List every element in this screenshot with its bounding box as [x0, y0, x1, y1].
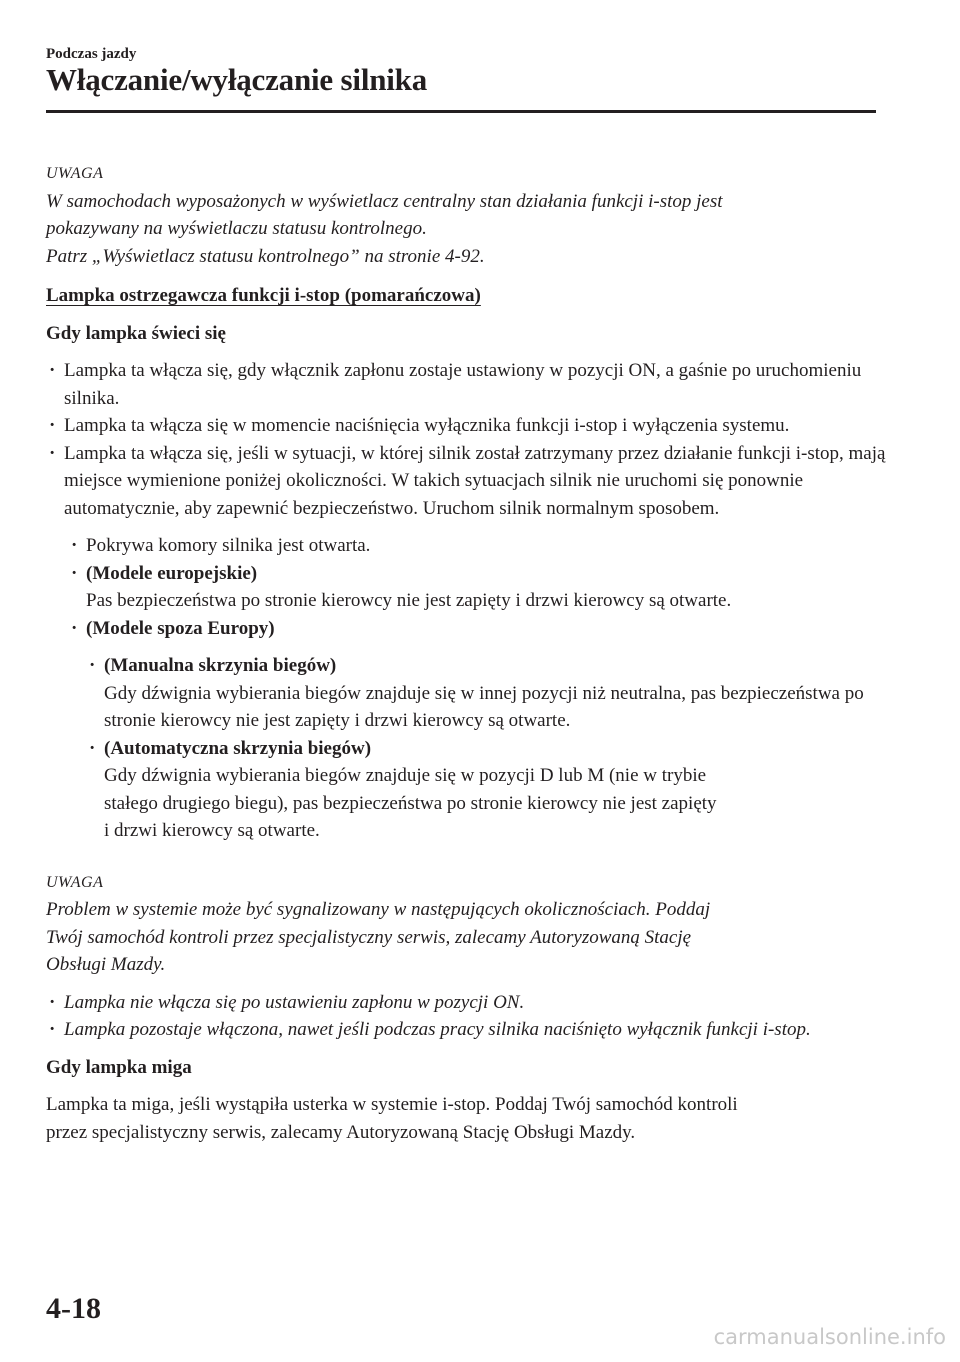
- section-label: Podczas jazdy: [46, 46, 137, 62]
- list-item: · Pokrywa komory silnika jest otwarta.: [46, 532, 886, 560]
- title-rule: [46, 110, 876, 113]
- blink-line: Lampka ta miga, jeśli wystąpiła usterka w systemie i-stop. Poddaj Twój samochód kontroli: [46, 1094, 738, 1115]
- blink-heading: Gdy lampka miga: [46, 1056, 192, 1078]
- list-item: · Lampka ta włącza się, gdy włącznik zapłonu zostaje ustawiony w pozycji ON, a gaśnie po uruchomieniu silnika.: [46, 357, 886, 412]
- page-title: Włączanie/wyłączanie silnika: [46, 62, 428, 97]
- page-content: [46, 160, 886, 1146]
- list-item: · Lampka nie włącza się po ustawieniu zapłonu w pozycji ON.: [46, 989, 886, 1017]
- note-text: [46, 188, 886, 271]
- manual-gearbox-label: · (Manualna skrzynia biegów): [104, 655, 337, 676]
- automatic-gearbox-text: i drzwi kierowcy są otwarte.: [104, 820, 320, 841]
- note-text: [46, 896, 886, 979]
- list-item: [46, 735, 886, 845]
- note-label: UWAGA: [46, 873, 104, 891]
- note-line: Twój samochód kontroli przez specjalistyczny serwis, zalecamy Autoryzowaną Stację: [46, 926, 692, 948]
- lit-heading: Gdy lampka świeci się: [46, 322, 226, 344]
- note-label: UWAGA: [46, 165, 104, 182]
- list-item: · Lampka ta włącza się w momencie naciśnięcia wyłącznika funkcji i-stop i wyłączenia systemu.: [46, 412, 886, 440]
- manual-gearbox-text: Gdy dźwignia wybierania biegów znajduje się w innej pozycji niż neutralna, pas bezpieczeństwa po stronie kierowcy nie jest zapięty i drzwi kierowcy są otwarte.: [104, 682, 864, 731]
- list-item: [46, 560, 886, 615]
- eu-models-label: · (Modele europejskie): [86, 562, 258, 584]
- note-line: Problem w systemie może być sygnalizowany w następujących okolicznościach. Poddaj: [46, 899, 711, 920]
- non-eu-models-label: · (Modele spoza Europy): [86, 617, 275, 639]
- note-line: Patrz „Wyświetlacz statusu kontrolnego” na stronie 4-92.: [46, 245, 485, 267]
- note-line: pokazywany na wyświetlaczu statusu kontrolnego.: [46, 218, 427, 239]
- list-item: · Lampka ta włącza się, jeśli w sytuacji, w której silnik został zatrzymany przez działanie funkcji i-stop, mają miejsce wymienione poniżej okoliczności. W takich sytuacjach silnik nie uruchomi się ponownie automatycznie, aby zapewnić bezpieczeństwo. Uruchom silnik normalnym sposobem.: [46, 440, 886, 523]
- blink-text: [46, 1091, 886, 1146]
- list-item: · Lampka pozostaje włączona, nawet jeśli podczas pracy silnika naciśnięto wyłącznik funkcji i-stop.: [46, 1016, 886, 1044]
- list-item: [46, 652, 886, 735]
- warning-light-heading: Lampka ostrzegawcza funkcji i-stop (pomarańczowa): [46, 285, 481, 306]
- page-number: 4-18: [46, 1292, 101, 1325]
- conditions-list: [46, 532, 886, 642]
- automatic-gearbox-text: Gdy dźwignia wybierania biegów znajduje się w pozycji D lub M (nie w trybie: [104, 765, 707, 786]
- note-line: Obsługi Mazdy.: [46, 954, 166, 975]
- note-list: [46, 989, 886, 1044]
- transmission-list: [46, 652, 886, 845]
- lit-list: [46, 357, 886, 522]
- automatic-gearbox-label: · (Automatyczna skrzynia biegów): [104, 737, 372, 759]
- watermark: carmanualsonline.info: [713, 1325, 946, 1349]
- blink-line: przez specjalistyczny serwis, zalecamy Autoryzowaną Stację Obsługi Mazdy.: [46, 1121, 636, 1143]
- note-line: W samochodach wyposażonych w wyświetlacz centralny stan działania funkcji i-stop jest: [46, 190, 723, 212]
- automatic-gearbox-text: stałego drugiego biegu), pas bezpieczeństwa po stronie kierowcy nie jest zapięty: [104, 792, 717, 814]
- list-item: [46, 615, 886, 643]
- eu-models-text: Pas bezpieczeństwa po stronie kierowcy nie jest zapięty i drzwi kierowcy są otwarte.: [86, 590, 732, 611]
